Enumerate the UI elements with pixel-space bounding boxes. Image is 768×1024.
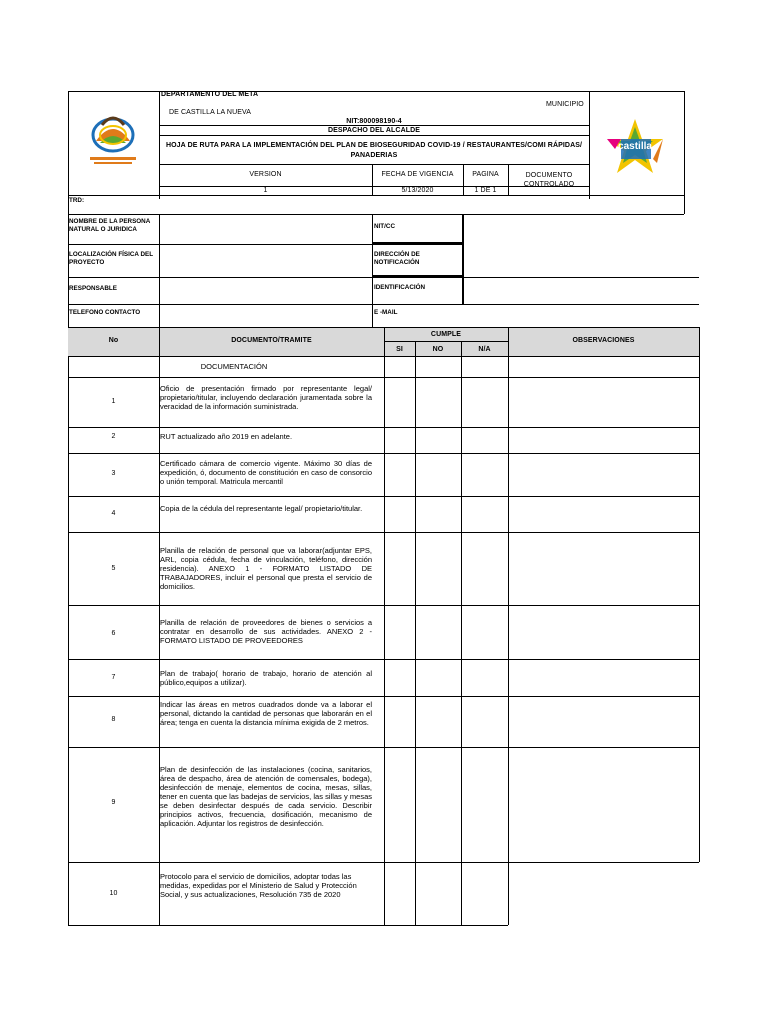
col-si-header: SI bbox=[396, 346, 403, 353]
field-direccion-label: DIRECCIÓN DE NOTIFICACIÓN bbox=[374, 251, 420, 266]
row-document-text: Planilla de relación de proveedores de bienes o servicios a contratar en desarrollo de sus actividades. ANEXO 2 - FORMATO LISTADO DE PROVEEDORES bbox=[160, 618, 372, 645]
field-responsable-input[interactable] bbox=[160, 278, 371, 303]
col-no-header: No bbox=[108, 337, 119, 344]
row-document-text: Oficio de presentación firmado por representante legal/ propietario/titular, incluyendo declaración juramentada sobre la veracidad de la información suministrada. bbox=[160, 384, 372, 411]
field-nit-input[interactable] bbox=[465, 215, 698, 243]
department-line-2: DE CASTILLA LA NUEVA bbox=[169, 109, 252, 116]
field-identificacion-label: IDENTIFICACIÓN bbox=[374, 284, 426, 291]
municipio-label: MUNICIPIO bbox=[546, 101, 584, 108]
col-no-cumple-header: NO bbox=[432, 346, 444, 353]
row-number: 7 bbox=[111, 674, 116, 681]
row-number: 8 bbox=[111, 716, 116, 723]
field-nit-label: NIT/CC bbox=[374, 223, 395, 230]
castilla-logo-text: castilla bbox=[618, 141, 652, 152]
row-number: 5 bbox=[111, 565, 116, 572]
row-number: 3 bbox=[111, 470, 116, 477]
nit-text: NIT:800098190-4 bbox=[346, 118, 402, 125]
field-identificacion-input[interactable] bbox=[465, 278, 698, 303]
row-number: 10 bbox=[109, 890, 118, 897]
row-number: 6 bbox=[111, 630, 116, 637]
documento-controlado-label: DOCUMENTO CONTROLADO bbox=[523, 172, 575, 188]
pagina-value: 1 DE 1 bbox=[474, 187, 497, 194]
table-row bbox=[68, 497, 699, 532]
field-nombre-input[interactable] bbox=[160, 215, 371, 243]
col-documento-header: DOCUMENTO/TRAMITE bbox=[231, 337, 312, 344]
version-label: VERSION bbox=[249, 171, 282, 178]
field-localizacion-input[interactable] bbox=[160, 245, 371, 276]
col-observaciones-header: OBSERVACIONES bbox=[572, 337, 635, 344]
despacho-text: DESPACHO DEL ALCALDE bbox=[327, 127, 421, 134]
document-title: HOJA DE RUTA PARA LA IMPLEMENTACIÓN DEL PLAN DE BIOSEGURIDAD COVID-19 / RESTAURANTES/COMI RÁPIDAS/ PANADERIAS bbox=[165, 142, 583, 159]
row-number: 4 bbox=[111, 510, 116, 517]
department-line-1: DEPARTAMENTO DEL META bbox=[161, 91, 259, 98]
castilla-logo bbox=[601, 119, 669, 177]
fecha-label: FECHA DE VIGENCIA bbox=[381, 171, 454, 178]
row-number: 2 bbox=[111, 433, 116, 440]
row-number: 9 bbox=[111, 799, 116, 806]
row-document-text: Indicar las áreas en metros cuadrados donde va a laborar el personal, dictando la cantidad de personas que laborarán en el área; tenga en cuenta la distancia mínima exigida de 2 metros. bbox=[160, 700, 372, 727]
row-document-text: Planilla de relación de personal que va laborar(adjuntar EPS, ARL, copia cédula, fecha de vinculación, teléfono, dirección residencia). ANEXO 1 - FORMATO LISTADO DE TRABAJADORES, incluir el personal que presta el servicio de domicilios. bbox=[160, 546, 372, 591]
row-document-text: Plan de desinfección de las instalaciones (cocina, sanitarios, área de despacho, área de atención de comensales, bodega), desinfección de menaje, elementos de cocina, mesas, sillas, tener en cuenta que las badejas de servicios, las sillas y mesas se deben desinfectar después de cada servicio. Describir principios activos, frecuencia, dosificación, mecanismo de aplicación. Adjuntar los registros de desinfección. bbox=[160, 765, 372, 828]
municipal-seal-logo bbox=[80, 113, 146, 171]
row-document-text: Protocolo para el servicio de domicilios, adoptar todas las medidas, expedidas por el Ministerio de Salud y Protección Social, y sus actualizaciones, Resolución 735 de 2020 bbox=[160, 872, 357, 899]
row-document-text: Copia de la cédula del representante legal/ propietario/titular. bbox=[160, 504, 363, 513]
field-email-label: E -MAIL bbox=[374, 309, 398, 316]
col-na-header: N/A bbox=[478, 346, 491, 353]
row-number: 1 bbox=[111, 398, 116, 405]
section-documentacion: DOCUMENTACIÓN bbox=[200, 362, 268, 371]
trd-label: TRD: bbox=[69, 197, 85, 204]
field-localizacion-label: LOCALIZACIÓN FÍSICA DEL PROYECTO bbox=[69, 251, 153, 266]
field-responsable-label: RESPONSABLE bbox=[69, 285, 117, 292]
version-value: 1 bbox=[263, 187, 268, 194]
pagina-label: PAGINA bbox=[472, 171, 499, 178]
field-telefono-label: TELEFONO CONTACTO bbox=[69, 309, 141, 316]
row-document-text: RUT actualizado año 2019 en adelante. bbox=[160, 432, 293, 441]
document-sheet bbox=[68, 91, 699, 925]
field-direccion-input[interactable] bbox=[465, 245, 698, 276]
row-document-text: Plan de trabajo( horario de trabajo, horario de atención al público,equipos a utilizar). bbox=[160, 669, 372, 687]
col-cumple-header: CUMPLE bbox=[430, 331, 462, 338]
field-nombre-label: NOMBRE DE LA PERSONA NATURAL O JURIDICA bbox=[69, 218, 151, 233]
row-document-text: Certificado cámara de comercio vigente. Máximo 30 días de expedición, ó, documento de constitución en caso de consorcio o unión temporal. Matricula mercantil bbox=[160, 459, 372, 486]
fecha-value: 5/13/2020 bbox=[401, 187, 434, 194]
